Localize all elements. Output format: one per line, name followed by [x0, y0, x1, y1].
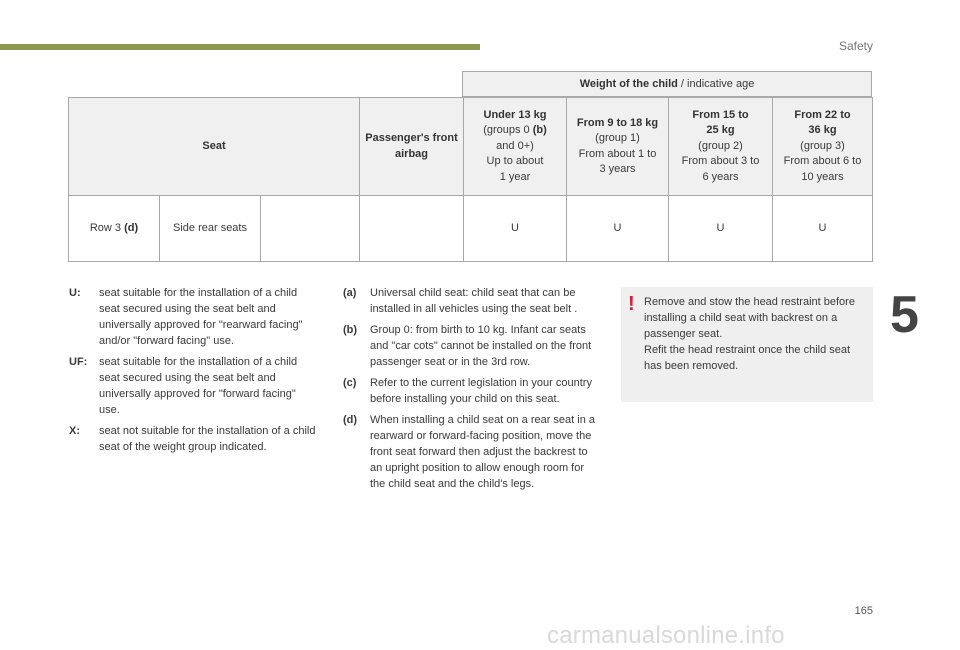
warning-text-2: Refit the head restraint once the child seat has been removed.	[644, 344, 851, 372]
group-3-header: From 22 to 36 kg (group 3) From about 6 to 10 years	[772, 98, 872, 195]
group-1-header: From 9 to 18 kg (group 1) From about 1 to 3 years	[566, 98, 668, 195]
airbag-cell	[359, 196, 463, 261]
legend-item: X: seat not suitable for the installation of a child seat of the weight group indicated.	[69, 425, 316, 453]
airbag-header: Passenger's front airbag	[359, 98, 463, 195]
page-number: 165	[854, 605, 873, 617]
legend-item: (c) Refer to the current legislation in your country before installing your child on this seat.	[343, 377, 592, 405]
legend-notes	[343, 285, 598, 497]
row-label: Row 3 (d)	[89, 221, 139, 234]
weight-header-rest: / indicative age	[677, 78, 755, 90]
warning-box	[621, 287, 873, 402]
table-header-row	[68, 97, 873, 196]
weight-header-bold: Weight of the child	[579, 78, 678, 90]
legend-item: (b) Group 0: from birth to 10 kg. Infant car seats and "car cots" cannot be installed on the front passenger seat or in the 3rd row.	[343, 324, 592, 368]
group-0-header: Under 13 kg (groups 0 (b) and 0+) Up to about 1 year	[463, 98, 566, 195]
chapter-number: 5	[890, 286, 919, 344]
legend-item: UF: seat suitable for the installation of a child seat secured using the seat belt and universally approved for "forward facing" use.	[69, 356, 298, 416]
value-group-3: U	[772, 196, 872, 261]
value-group-1: U	[566, 196, 668, 261]
header-accent-bar	[0, 44, 480, 50]
legend-item: U: seat suitable for the installation of a child seat secured using the seat belt and universally approved for "rearward facing" and/or "forward facing" use.	[69, 287, 303, 347]
group-2-header: From 15 to 25 kg (group 2) From about 3 to 6 years	[668, 98, 772, 195]
legend-symbols	[69, 285, 319, 460]
table-row	[68, 196, 873, 262]
value-group-2: U	[668, 196, 772, 261]
watermark: carmanualsonline.info	[547, 622, 785, 649]
seat-header: Seat	[202, 139, 226, 152]
empty-cell	[260, 196, 359, 261]
seat-position: Side rear seats	[159, 196, 260, 261]
section-title: Safety	[838, 39, 873, 53]
value-group-0: U	[463, 196, 566, 261]
warning-icon: !	[628, 293, 635, 315]
weight-header	[462, 71, 872, 97]
legend-item: (a) Universal child seat: child seat that can be installed in all vehicles using the seat belt .	[343, 287, 578, 315]
legend-item: (d) When installing a child seat on a rear seat in a rearward or forward-facing position, move the front seat forward then adjust the backrest to an upright position to allow enough room for the child seat and the child's legs.	[343, 414, 596, 490]
warning-text-1: Remove and stow the head restraint before installing a child seat with backrest on a passenger seat.	[644, 296, 855, 340]
